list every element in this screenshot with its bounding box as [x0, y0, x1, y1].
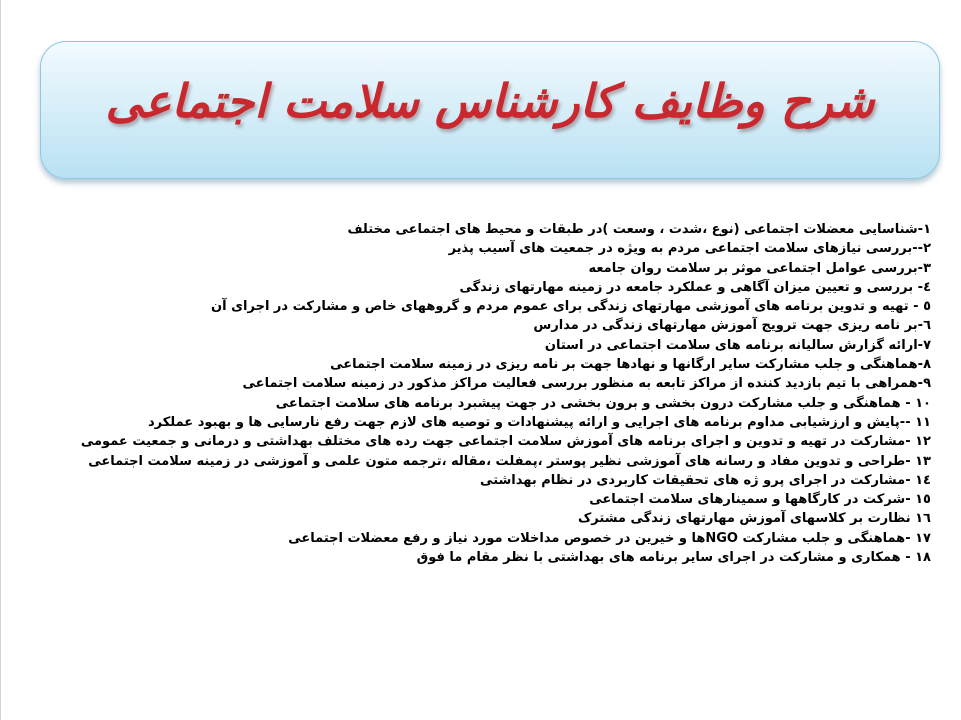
list-item: ۷-ارائه گزارش سالیانه برنامه های سلامت اجتماعی در استان	[544, 337, 931, 353]
list-item: ۱۰ - هماهنگی و جلب مشارکت درون بخشی و برون بخشی در جهت پیشبرد برنامه های سلامت اجتماعی	[275, 395, 931, 411]
list-item: ۱۳ -طراحی و تدوین مفاد و رسانه های آموزشی نظیر پوستر ،پمفلت ،مقاله ،ترجمه متون علمی و آموزشی در زمینه سلامت اجتماعی	[88, 453, 931, 469]
list-item: ٥ - تهیه و تدوین برنامه های آموزشی مهارتهای زندگی برای عموم مردم و گروههای خاص و مشارکت در اجرای آن	[211, 299, 931, 315]
list-item: ۱٦ نظارت بر کلاسهای آموزش مهارتهای زندگی مشترک	[578, 511, 931, 527]
duties-list	[71, 220, 931, 567]
list-item: ٤- بررسی و تعیین میزان آگاهی و عملکرد جامعه در زمینه مهارتهای زندگی	[459, 279, 931, 295]
list-item: ۳-بررسی عوامل اجتماعی موثر بر سلامت روان جامعه	[588, 260, 931, 276]
list-item: ۱-شناسایی معضلات اجتماعی (نوع ،شدت ، وسعت )در طبقات و محیط های اجتماعی مختلف	[347, 222, 931, 237]
list-item: ۸-هماهنگی و جلب مشارکت سایر ارگانها و نهادها جهت بر نامه ریزی در زمینه سلامت اجتماعی	[330, 357, 931, 373]
list-item: ٦-بر نامه ریزی جهت ترویج آموزش مهارتهای زندگی در مدارس	[533, 318, 931, 334]
left-border-line	[0, 0, 1, 720]
title-banner	[40, 41, 940, 179]
list-item: ۱٥ -شرکت در کارگاهها و سمینارهای سلامت اجتماعی	[589, 492, 931, 508]
list-item: ۲--بررسی نیازهای سلامت اجتماعی مردم به ویژه در جمعیت های آسیب پذیر	[448, 241, 931, 257]
list-item: ۱۷ -هماهنگی و جلب مشارکت NGOها و خیرین در خصوص مداخلات مورد نیاز و رفع معضلات اجتماعی	[288, 530, 931, 546]
page-title: شرح وظایف کارشناس سلامت اجتماعی	[105, 74, 875, 128]
list-item: ۱٤ -مشارکت در اجرای پرو ژه های تحقیقات کاربردی در نظام بهداشتی	[480, 472, 931, 488]
list-item: ۹-همراهی با تیم بازدید کننده از مراکز تابعه به منظور بررسی فعالیت مراکز مذکور در زمینه سلامت اجتماعی	[242, 376, 931, 392]
list-item: ۱۱ --پایش و ارزشیابی مداوم برنامه های اجرایی و ارائه پیشنهادات و توصیه های لازم جهت رفع نارسایی ها و بهبود عملکرد	[147, 414, 931, 430]
list-item: ۱۲ -مشارکت در تهیه و تدوین و اجرای برنامه های آموزش سلامت اجتماعی جهت رده های مختلف بهداشتی و درمانی و جمعیت عمومی	[80, 434, 931, 450]
list-item: ۱۸ - همکاری و مشارکت در اجرای سایر برنامه های بهداشتی با نظر مقام ما فوق	[416, 550, 931, 566]
